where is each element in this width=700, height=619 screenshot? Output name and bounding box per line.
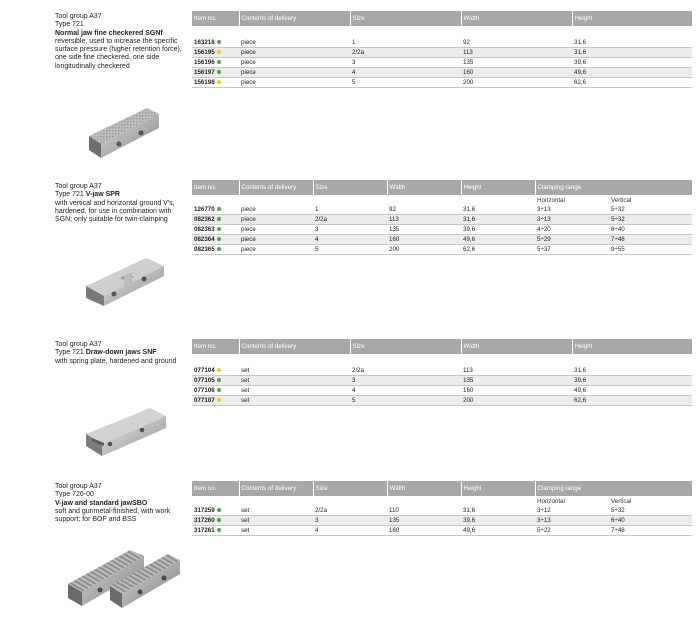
height: 31,6 bbox=[572, 38, 692, 48]
height: 31,6 bbox=[461, 215, 535, 225]
col-item-no: Item no. bbox=[192, 339, 239, 354]
size: 1 bbox=[313, 205, 387, 215]
col-horizontal: Horizontal bbox=[535, 496, 609, 506]
type-line bbox=[55, 349, 190, 357]
col-size: Size bbox=[313, 180, 387, 195]
col-height: Height bbox=[461, 481, 535, 496]
availability-dot-icon bbox=[217, 388, 221, 392]
snf-table bbox=[192, 339, 692, 406]
availability-dot-icon bbox=[217, 528, 221, 532]
width: 160 bbox=[387, 526, 461, 536]
item-no: 082362 bbox=[194, 216, 215, 223]
delivery: piece bbox=[239, 78, 350, 88]
height: 31,6 bbox=[461, 506, 535, 516]
height: 49,6 bbox=[461, 526, 535, 536]
tool-group: Tool group A37 bbox=[55, 13, 102, 20]
horizontal: 5÷22 bbox=[535, 526, 609, 536]
item-no: 156198 bbox=[194, 79, 215, 86]
item-no: 126770 bbox=[194, 206, 215, 213]
size: 3 bbox=[350, 58, 461, 68]
table-subheader bbox=[192, 195, 692, 205]
size: 3 bbox=[313, 225, 387, 235]
delivery: piece bbox=[239, 68, 350, 78]
snf-description bbox=[55, 341, 190, 366]
width: 113 bbox=[461, 48, 572, 58]
col-size: Size bbox=[313, 481, 387, 496]
delivery: set bbox=[239, 386, 350, 396]
delivery: piece bbox=[239, 245, 313, 255]
col-width: Width bbox=[387, 180, 461, 195]
type-label: Type 721 bbox=[55, 191, 86, 199]
product-text: with spring plate, hardened and ground bbox=[55, 357, 177, 365]
table-header bbox=[192, 180, 692, 195]
height: 31,6 bbox=[572, 366, 692, 376]
tool-group: Tool group A37 bbox=[55, 483, 102, 490]
table-row bbox=[192, 78, 692, 88]
col-vertical: Vertical bbox=[609, 496, 692, 506]
sbo-table bbox=[192, 481, 692, 536]
item-no: 077105 bbox=[194, 377, 215, 384]
availability-dot-icon bbox=[217, 518, 221, 522]
height: 49,6 bbox=[572, 68, 692, 78]
availability-dot-icon bbox=[217, 207, 221, 211]
item-no: 082364 bbox=[194, 236, 215, 243]
availability-dot-icon bbox=[217, 50, 221, 54]
width: 135 bbox=[387, 225, 461, 235]
height: 39,6 bbox=[572, 376, 692, 386]
spr-table bbox=[192, 180, 692, 255]
horizontal: 3÷13 bbox=[535, 516, 609, 526]
item-no: 077104 bbox=[194, 367, 215, 374]
width: 200 bbox=[461, 396, 572, 406]
table-row bbox=[192, 396, 692, 406]
delivery: set bbox=[239, 366, 350, 376]
size: 5 bbox=[350, 396, 461, 406]
height: 62,6 bbox=[572, 78, 692, 88]
delivery: piece bbox=[239, 48, 350, 58]
availability-dot-icon bbox=[217, 508, 221, 512]
delivery: set bbox=[239, 396, 350, 406]
width: 160 bbox=[461, 68, 572, 78]
height: 39,6 bbox=[461, 225, 535, 235]
table-header bbox=[192, 481, 692, 496]
col-vertical: Vertical bbox=[609, 195, 692, 205]
width: 135 bbox=[387, 516, 461, 526]
col-width: Width bbox=[461, 339, 572, 354]
product-text: with vertical and horizontal ground V's, hardened, for use in combination with SGN; only suitable for twin-clamping bbox=[55, 199, 175, 224]
delivery: set bbox=[239, 506, 313, 516]
col-delivery: Contents of delivery bbox=[239, 180, 313, 195]
draw-down-jaw-image bbox=[80, 400, 172, 460]
delivery: set bbox=[239, 376, 350, 386]
table-row bbox=[192, 506, 692, 516]
col-size: Size bbox=[350, 339, 461, 354]
item-no: 156195 bbox=[194, 49, 215, 56]
size: 3 bbox=[350, 376, 461, 386]
item-no: 317261 bbox=[194, 527, 215, 534]
v-and-standard-jaw-image bbox=[60, 532, 186, 612]
delivery: piece bbox=[239, 38, 350, 48]
delivery: set bbox=[239, 516, 313, 526]
vertical: 9÷55 bbox=[609, 245, 692, 255]
col-delivery: Contents of delivery bbox=[239, 11, 350, 26]
item-no: 082363 bbox=[194, 226, 215, 233]
table-header bbox=[192, 339, 692, 354]
product-title: V-jaw SPR bbox=[85, 191, 120, 199]
item-no: 317260 bbox=[194, 517, 215, 524]
table-row bbox=[192, 386, 692, 396]
table-row bbox=[192, 526, 692, 536]
product-text: reversible, used to increase the specific surface pressure (higher retention force), one side fine checkered, one side longitudinally checkered bbox=[55, 37, 182, 70]
product-text: soft and gunmetal-finished, with work support; for BOF and BSS bbox=[55, 507, 171, 524]
tool-group: Tool group A37 bbox=[55, 183, 102, 190]
availability-dot-icon bbox=[217, 217, 221, 221]
availability-dot-icon bbox=[217, 60, 221, 64]
vertical: 7÷48 bbox=[609, 526, 692, 536]
height: 39,6 bbox=[572, 58, 692, 68]
table-row bbox=[192, 235, 692, 245]
size: 1 bbox=[350, 38, 461, 48]
size: 4 bbox=[313, 235, 387, 245]
col-delivery: Contents of delivery bbox=[239, 339, 350, 354]
size: 5 bbox=[350, 78, 461, 88]
horizontal: 5÷37 bbox=[535, 245, 609, 255]
vertical: 5÷32 bbox=[609, 215, 692, 225]
width: 110 bbox=[387, 506, 461, 516]
width: 200 bbox=[387, 245, 461, 255]
width: 160 bbox=[387, 235, 461, 245]
height: 39,6 bbox=[461, 516, 535, 526]
delivery: piece bbox=[239, 205, 313, 215]
availability-dot-icon bbox=[217, 40, 221, 44]
width: 113 bbox=[387, 215, 461, 225]
availability-dot-icon bbox=[217, 70, 221, 74]
col-height: Height bbox=[461, 180, 535, 195]
table-header bbox=[192, 11, 692, 26]
height: 49,6 bbox=[461, 235, 535, 245]
height: 62,6 bbox=[572, 396, 692, 406]
product-title: Draw-down jaws SNF bbox=[85, 349, 157, 357]
type-label: Type 721 bbox=[55, 349, 86, 357]
size: 5 bbox=[313, 245, 387, 255]
horizontal: 3÷13 bbox=[535, 215, 609, 225]
vertical: 7÷48 bbox=[609, 235, 692, 245]
item-no: 082365 bbox=[194, 246, 215, 253]
col-size: Size bbox=[350, 11, 461, 26]
table-subheader bbox=[192, 496, 692, 506]
size: 4 bbox=[313, 526, 387, 536]
table-row bbox=[192, 245, 692, 255]
height: 31,6 bbox=[572, 48, 692, 58]
item-no: 156196 bbox=[194, 59, 215, 66]
type-label: Type 726-00 bbox=[55, 491, 94, 499]
col-item-no: Item no. bbox=[192, 481, 239, 496]
col-item-no: Item no. bbox=[192, 11, 239, 26]
width: 113 bbox=[461, 366, 572, 376]
v-jaw-image bbox=[80, 252, 172, 308]
table-row bbox=[192, 376, 692, 386]
table-row bbox=[192, 58, 692, 68]
col-clamping-range: Clamping range bbox=[535, 180, 692, 195]
col-height: Height bbox=[572, 339, 692, 354]
size: 3 bbox=[313, 516, 387, 526]
item-no: 156197 bbox=[194, 69, 215, 76]
availability-dot-icon bbox=[217, 237, 221, 241]
availability-dot-icon bbox=[217, 80, 221, 84]
spr-description bbox=[55, 183, 190, 224]
delivery: piece bbox=[239, 225, 313, 235]
col-width: Width bbox=[461, 11, 572, 26]
availability-dot-icon bbox=[217, 398, 221, 402]
delivery: piece bbox=[239, 215, 313, 225]
size: 2/2a bbox=[350, 366, 461, 376]
width: 160 bbox=[461, 386, 572, 396]
item-no: 317259 bbox=[194, 507, 215, 514]
col-item-no: Item no. bbox=[192, 180, 239, 195]
height: 49,6 bbox=[572, 386, 692, 396]
col-delivery: Contents of delivery bbox=[239, 481, 313, 496]
sgnf-description bbox=[55, 13, 190, 71]
delivery: piece bbox=[239, 235, 313, 245]
product-title: Normal jaw fine checkered SGNf bbox=[55, 29, 163, 37]
availability-dot-icon bbox=[217, 368, 221, 372]
col-clamping-range: Clamping range bbox=[535, 481, 692, 496]
delivery: piece bbox=[239, 58, 350, 68]
table-row bbox=[192, 38, 692, 48]
sbo-description bbox=[55, 483, 190, 524]
width: 92 bbox=[461, 38, 572, 48]
width: 135 bbox=[461, 58, 572, 68]
size: 4 bbox=[350, 68, 461, 78]
horizontal: 4÷20 bbox=[535, 225, 609, 235]
table-row bbox=[192, 366, 692, 376]
type-label: Type 721 bbox=[55, 21, 84, 29]
width: 92 bbox=[387, 205, 461, 215]
tool-group: Tool group A37 bbox=[55, 341, 102, 348]
horizontal: 5÷29 bbox=[535, 235, 609, 245]
table-row bbox=[192, 48, 692, 58]
height: 31,6 bbox=[461, 205, 535, 215]
type-line bbox=[55, 191, 190, 199]
col-horizontal: Horizontal bbox=[535, 195, 609, 205]
horizontal: 3÷12 bbox=[535, 506, 609, 516]
col-height: Height bbox=[572, 11, 692, 26]
product-title: V-jaw and standard jawSBO bbox=[55, 499, 148, 507]
availability-dot-icon bbox=[217, 247, 221, 251]
vertical: 6÷40 bbox=[609, 516, 692, 526]
col-width: Width bbox=[387, 481, 461, 496]
size: 2/2a bbox=[313, 215, 387, 225]
item-no: 077107 bbox=[194, 397, 215, 404]
vertical: 5÷32 bbox=[609, 506, 692, 516]
height: 62,6 bbox=[461, 245, 535, 255]
table-row bbox=[192, 68, 692, 78]
delivery: set bbox=[239, 526, 313, 536]
table-row bbox=[192, 225, 692, 235]
width: 135 bbox=[461, 376, 572, 386]
size: 4 bbox=[350, 386, 461, 396]
availability-dot-icon bbox=[217, 227, 221, 231]
width: 200 bbox=[461, 78, 572, 88]
availability-dot-icon bbox=[217, 378, 221, 382]
vertical: 5÷32 bbox=[609, 205, 692, 215]
checkered-jaw-image bbox=[85, 100, 165, 162]
size: 2/2a bbox=[313, 506, 387, 516]
table-row bbox=[192, 215, 692, 225]
item-no: 077106 bbox=[194, 387, 215, 394]
table-row bbox=[192, 516, 692, 526]
item-no: 163218 bbox=[194, 39, 215, 46]
table-row bbox=[192, 205, 692, 215]
vertical: 6÷40 bbox=[609, 225, 692, 235]
horizontal: 3÷13 bbox=[535, 205, 609, 215]
size: 2/2a bbox=[350, 48, 461, 58]
sgnf-table bbox=[192, 11, 692, 88]
